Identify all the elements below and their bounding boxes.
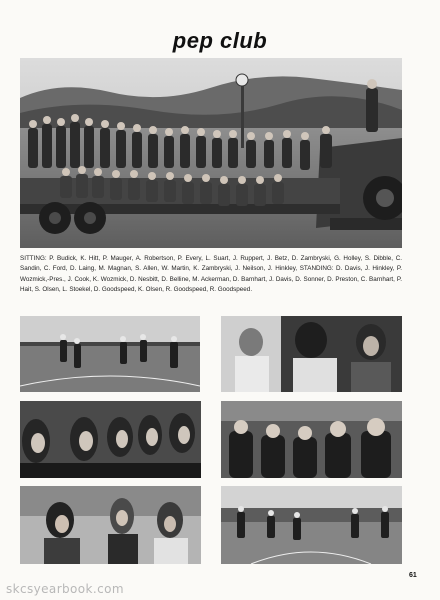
page-title: pep club (172, 28, 268, 53)
group-photo (20, 58, 402, 248)
group-caption: SITTING: P. Budick, K. Hitt, P. Mauger, A. Robertson, P. Every, L. Suart, J. Ruppert, J. Betz, D. Zambryski, G. Holley, S. Dibble, C. Sandin, C. Ford, D. Laing, M. Magnan, S. Allen, W. Martin, K. Zambryski, J. Neilson, J. Hinkley, STANDING: D. Davis, J. Hinkley, P. Wozmick,-Pres., J. Cook, K. Wozmick, D. Nesbitt, D. Belline, M. Ackerman, D. Barnhart, J. Davis, D. Sonner, D. Preston, C. Barnhart, P. Hait, S. Olsen, L. Stoekel, D. Goodspeed, K. Olsen, R. Goodspeed, R. Goodspeed. (20, 255, 402, 294)
photo-cheer-gym-left (20, 316, 200, 392)
page-number: 61 (409, 572, 417, 579)
watermark: skcsyearbook.com (6, 582, 124, 596)
photo-crowd-cheering-left (20, 401, 201, 478)
photo-girls-sitting (20, 486, 201, 564)
photo-girls-talking (221, 316, 402, 392)
photo-crowd-cheering-right (221, 401, 402, 478)
photo-cheer-gym-right (221, 486, 402, 564)
